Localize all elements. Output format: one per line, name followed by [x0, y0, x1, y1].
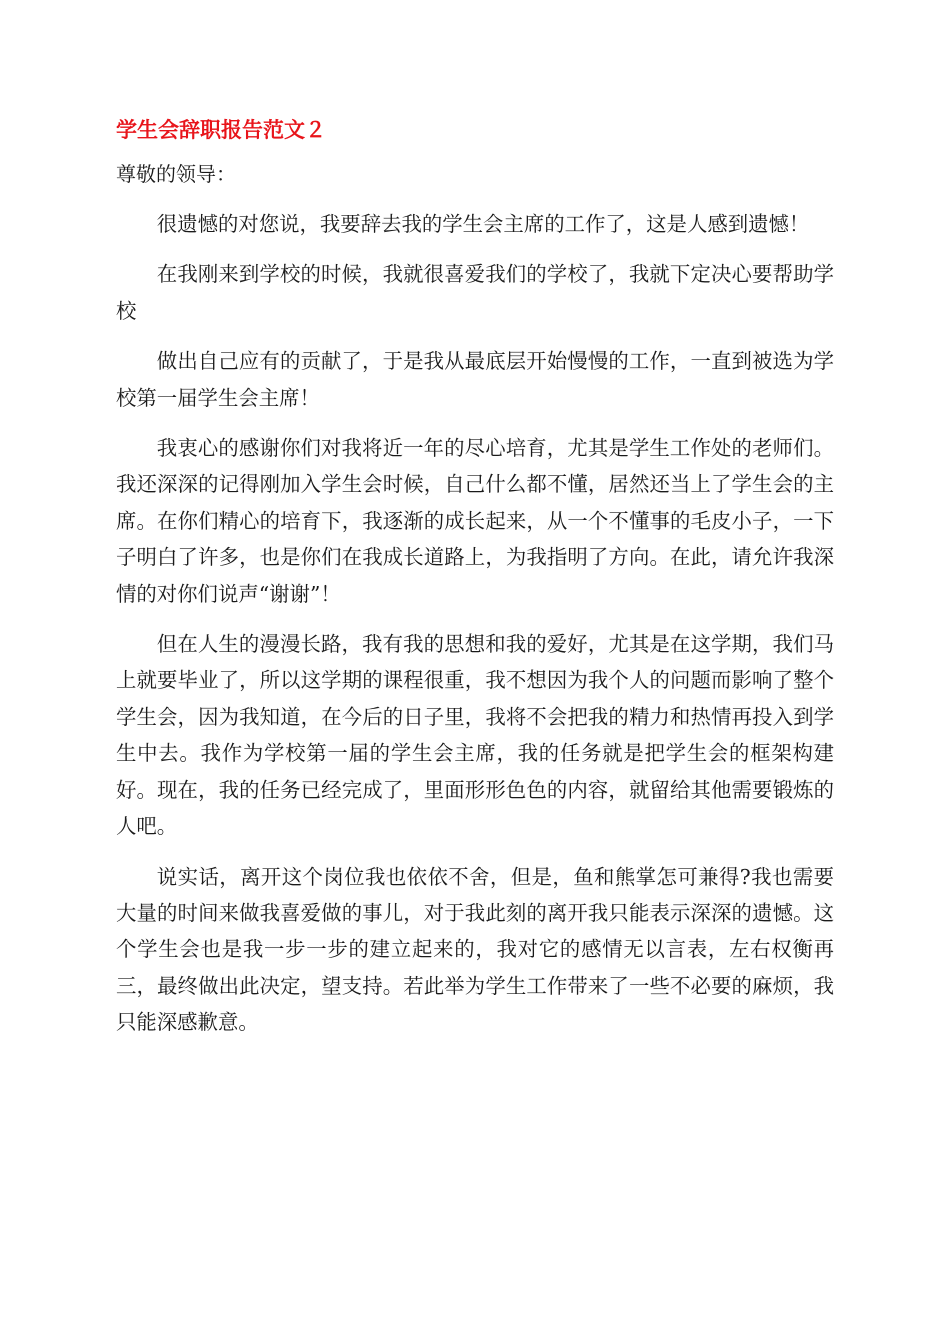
paragraph-3: 做出自己应有的贡献了，于是我从最底层开始慢慢的工作，一直到被选为学校第一届学生会主席！ — [116, 349, 834, 410]
paragraph-1: 很遗憾的对您说，我要辞去我的学生会主席的工作了，这是人感到遗憾！ — [156, 212, 810, 236]
paragraph-6: 说实话，离开这个岗位我也依依不舍，但是，鱼和熊掌怎可兼得?我也需要大量的时间来做我喜爱做的事儿，对于我此刻的离开我只能表示深深的遗憾。这个学生会也是我一步一步的建立起来的，我对它的感情无以言表，左右权衡再三，最终做出此决定，望支持。若此举为学生工作带来了一些不必要的麻烦，我只能深感歉意。 — [116, 864, 834, 1035]
paragraph-2: 在我刚来到学校的时候，我就很喜爱我们的学校了，我就下定决心要帮助学校 — [116, 262, 834, 323]
paragraph-5: 但在人生的漫漫长路，我有我的思想和我的爱好，尤其是在这学期，我们马上就要毕业了，所以这学期的课程很重，我不想因为我个人的问题而影响了整个学生会，因为我知道，在今后的日子里，我将不会把我的精力和热情再投入到学生中去。我作为学校第一届的学生会主席，我的任务就是把学生会的框架构建好。现在，我的任务已经完成了，里面形形色色的内容，就留给其他需要锻炼的人吧。 — [116, 632, 834, 839]
salutation: 尊敬的领导： — [116, 162, 236, 186]
document-page — [116, 112, 834, 1041]
document-title: 学生会辞职报告范文２ — [116, 118, 326, 142]
paragraph-4: 我衷心的感谢你们对我将近一年的尽心培育，尤其是学生工作处的老师们。我还深深的记得刚加入学生会时候，自己什么都不懂，居然还当上了学生会的主席。在你们精心的培育下，我逐渐的成长起来，从一个不懂事的毛皮小子，一下子明白了许多，也是你们在我成长道路上，为我指明了方向。在此，请允许我深情的对你们说声“谢谢”！ — [116, 436, 834, 606]
